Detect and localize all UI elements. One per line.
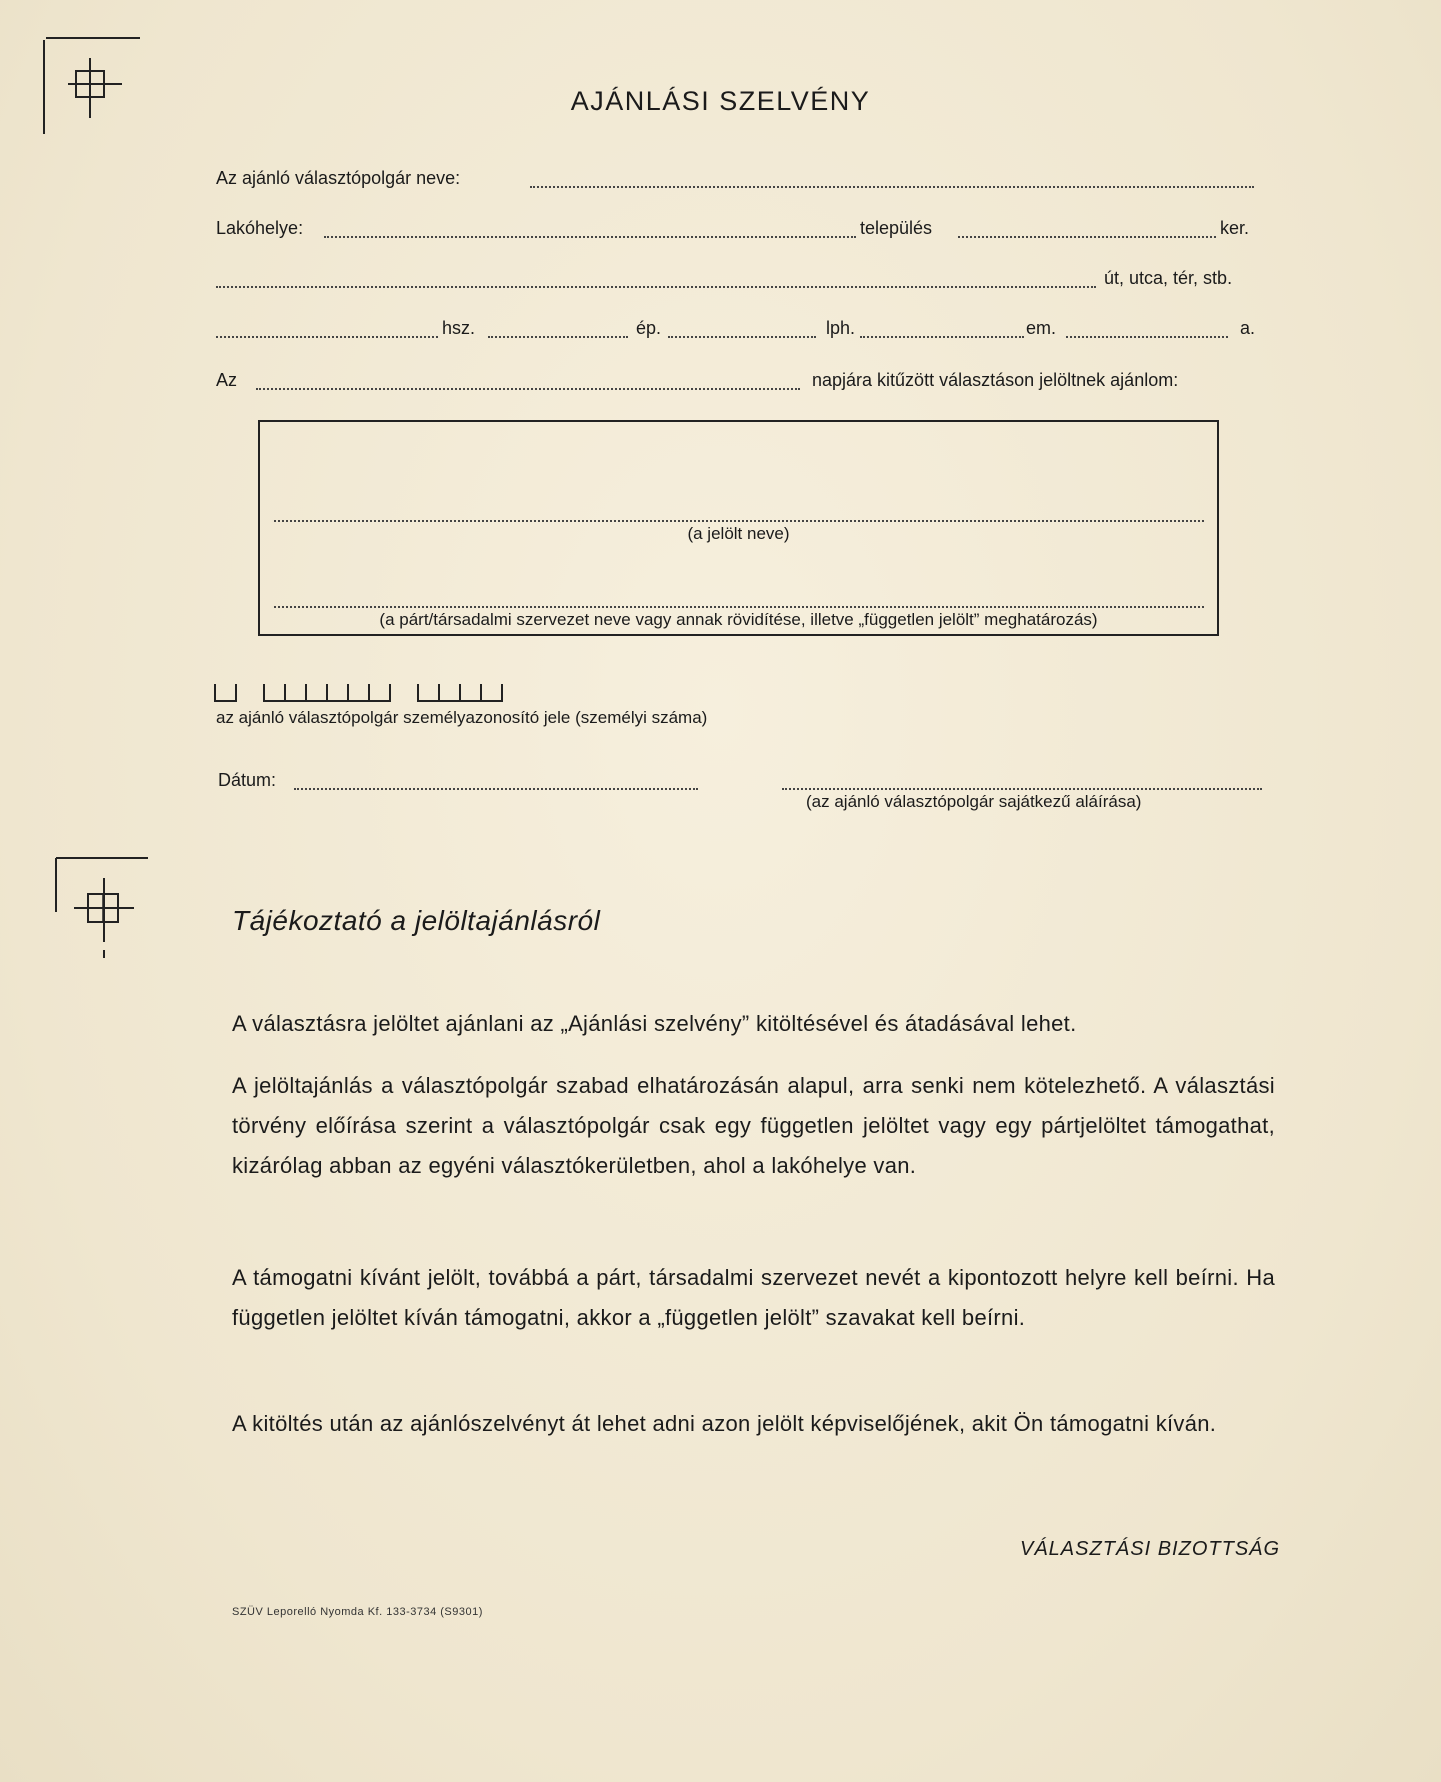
lot-label: hsz. xyxy=(442,318,476,338)
building-field[interactable] xyxy=(668,336,816,338)
info-paragraph: A kitöltés után az ajánlószelvényt át lehet adni azon jelölt képviselőjének, akit Ön támogatni kíván. xyxy=(232,1411,1217,1436)
residence-label: Lakóhelye: xyxy=(216,218,304,238)
settlement-field[interactable] xyxy=(958,236,1216,238)
candidate-name-field[interactable] xyxy=(274,520,1204,522)
door-label: a. xyxy=(1240,318,1256,338)
proposer-name-field[interactable] xyxy=(530,186,1254,188)
date-field[interactable] xyxy=(294,788,698,790)
proposer-name-label: Az ajánló választópolgár neve: xyxy=(216,168,461,188)
candidate-box xyxy=(258,420,1219,636)
party-caption: (a párt/társadalmi szervezet neve vagy annak rövidítése, illetve „független jelölt” meghatározás) xyxy=(379,610,1098,629)
floor-field[interactable] xyxy=(1066,336,1228,338)
street-label: út, utca, tér, stb. xyxy=(1104,268,1233,288)
info-paragraph: A jelöltajánlás a választópolgár szabad elhatározásán alapul, arra senki nem kötelezhető. A választási törvény előírása szerint a választópolgár csak egy független jelöltet vagy egy pártjelöltet támogathat, kizárólag abban az egyéni választókerületben, ahol a lakóhelye van. xyxy=(232,1073,1275,1178)
election-date-field[interactable] xyxy=(256,388,800,390)
floor-label: em. xyxy=(1026,318,1057,338)
residence-field[interactable] xyxy=(324,236,856,238)
info-paragraph: A támogatni kívánt jelölt, továbbá a párt, társadalmi szervezet nevét a kipontozott helyre kell beírni. Ha független jelöltet kíván támogatni, akkor a „független jelölt” szavakat kell beírni. xyxy=(232,1265,1275,1330)
signature-caption: (az ajánló választópolgár sajátkezű aláírása) xyxy=(806,792,1142,811)
info-paragraph: A választásra jelöltet ajánlani az „Ajánlási szelvény” kitöltésével és átadásával lehet. xyxy=(232,1011,1077,1036)
committee-signoff: VÁLASZTÁSI BIZOTTSÁG xyxy=(1020,1538,1281,1560)
house-number-field[interactable] xyxy=(216,336,438,338)
personal-id-caption: az ajánló választópolgár személyazonosító jele (személyi száma) xyxy=(216,708,708,727)
signature-field[interactable] xyxy=(782,788,1262,790)
printer-note: SZÜV Leporelló Nyomda Kf. 133-3734 (S9301) xyxy=(232,1606,483,1618)
street-field[interactable] xyxy=(216,286,1096,288)
district-label: ker. xyxy=(1220,218,1250,238)
building-label: ép. xyxy=(636,318,662,338)
settlement-label: település xyxy=(860,218,933,238)
lot-field[interactable] xyxy=(488,336,628,338)
form-title: AJÁNLÁSI SZELVÉNY xyxy=(570,86,871,116)
date-label: Dátum: xyxy=(218,770,277,790)
election-prefix: Az xyxy=(216,370,238,390)
party-field[interactable] xyxy=(274,606,1204,608)
stairwell-field[interactable] xyxy=(860,336,1024,338)
registration-crosshair-icon xyxy=(52,852,152,967)
candidate-name-caption: (a jelölt neve) xyxy=(687,524,790,543)
personal-id-field[interactable] xyxy=(214,684,529,706)
info-title: Tájékoztató a jelöltajánlásról xyxy=(232,905,601,936)
election-suffix: napjára kitűzött választáson jelöltnek ajánlom: xyxy=(812,370,1179,390)
stairwell-label: lph. xyxy=(826,318,856,338)
